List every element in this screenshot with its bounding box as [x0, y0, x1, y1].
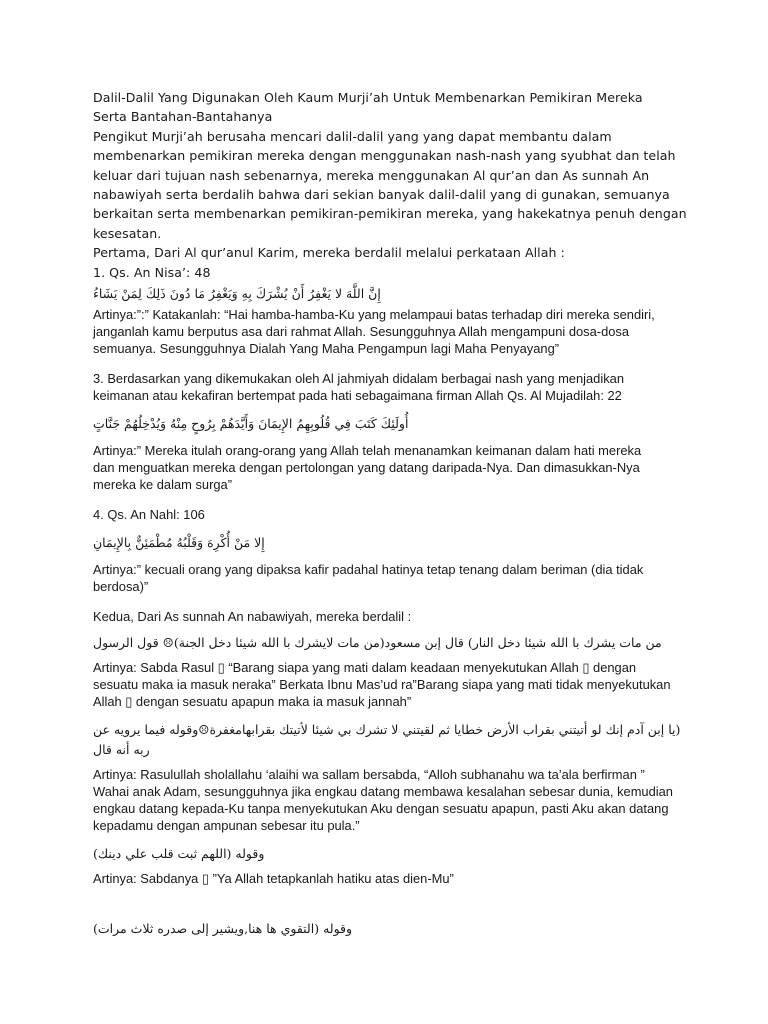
item3-line: 3. Berdasarkan yang dikemukakan oleh Al jahmiyah didalam berbagai nash yang menjadikan — [93, 371, 624, 387]
translation-line: Artinya:”:” Katakanlah: “Hai hamba-hamba-Ku yang melampaui batas terhadap diri mereka sendiri, — [93, 307, 655, 323]
translation-line: Wahai anak Adam, sesungguhnya jika engkau datang membawa kesalahan sebesar dunia, kemudian — [93, 784, 673, 800]
hadith3-translation: Artinya: Sabdanya ▯ ”Ya Allah tetapkanlah hatiku atas dien-Mu” — [93, 871, 454, 887]
document-title-line1: Dalil-Dalil Yang Digunakan Oleh Kaum Murji’ah Untuk Membenarkan Pemikiran Mereka — [93, 90, 643, 105]
hadith3-arabic: وقوله (اللهم ثبت قلب علي دينك) — [93, 846, 265, 862]
item1-arabic: إِنَّ اللَّهَ لا يَغْفِرُ أَنْ يُشْرَكَ بِهِ وَيَغْفِرُ مَا دُونَ ذَلِكَ لِمَنْ يَشَاءُ — [93, 286, 381, 302]
item3-arabic: أُولَئِكَ كَتَبَ فِي قُلُوبِهِمُ الإِيمَانَ وَأَيَّدَهُمْ بِرُوحٍ مِنْهُ وَيُدْخِلُهُمْ جَنَّاتٍ — [93, 416, 409, 432]
document-title-line2: Serta Bantahan-Bantahanya — [93, 109, 273, 125]
intro-line: kesesatan. — [93, 225, 162, 241]
translation-line: sesuatu maka ia masuk neraka” Berkata Ibnu Mas’ud ra”Barang siapa yang mati tidak menyekutukan — [93, 677, 671, 693]
second-heading: Kedua, Dari As sunnah An nabawiyah, mereka berdalil : — [93, 609, 412, 625]
translation-line: mereka ke dalam surga” — [93, 477, 232, 493]
translation-line: berdosa)” — [93, 579, 149, 595]
item1-title: 1. Qs. An Nisa’: 48 — [93, 264, 211, 280]
hadith1-arabic: من مات يشرك با الله شيئا دخل النار) قال إبن مسعود(من مات لايشرك با الله شيئا دخل الجنة)☹ قول الرسول — [93, 635, 662, 651]
hadith2-arabic: (يا إبن آدم إنك لو أتيتني بقراب الأرض خطايا ثم لقيتني لا تشرك بي شيئا لأتيتك بقرابهامغفرة☹وقوله فيما يرويه عن ربه أنه قال — [93, 722, 681, 758]
hadith4-arabic: وقوله (التقوي ها هنا,ويشير إلى صدره ثلاث مرات) — [93, 921, 353, 937]
intro-line: nabawiyah serta berdalih bahwa dari sekian banyak dalil-dalil yang di gunakan, semuanya — [93, 187, 670, 203]
translation-line: dan menguatkan mereka dengan pertolongan yang datang daripada-Nya. Dan dimasukkan-Nya — [93, 460, 640, 476]
item4-arabic: إِلا مَنْ أُكْرِهَ وَقَلْبُهُ مُطْمَئِنٌّ بِالإِيمَانِ — [93, 535, 265, 551]
item3-text — [93, 370, 693, 404]
item1-translation — [93, 306, 693, 357]
translation-line: Allah ▯ dengan sesuatu apapun maka ia masuk jannah” — [93, 694, 412, 710]
translation-line: Artinya:” Mereka itulah orang-orang yang Allah telah menanamkan keimanan dalam hati mereka — [93, 443, 642, 459]
translation-line: kepadamu dengan ampunan sebesar itu pula.” — [93, 818, 360, 834]
translation-line: janganlah kamu berputus asa dari rahmat Allah. Sesungguhnya Allah mengampuni dosa-dosa — [93, 324, 630, 340]
intro-line: membenarkan pemikiran mereka dengan menggunakan nash-nash yang syubhat dan telah — [93, 148, 676, 164]
item4-title: 4. Qs. An Nahl: 106 — [93, 507, 205, 523]
intro-line: Pengikut Murji’ah berusaha mencari dalil-dalil yang yang dapat membantu dalam — [93, 128, 612, 144]
hadith2-translation — [93, 766, 693, 834]
first-heading: Pertama, Dari Al qur’anul Karim, mereka berdalil melalui perkataan Allah : — [93, 245, 565, 261]
translation-line: semuanya. Sesungguhnya Dialah Yang Maha Pengampun lagi Maha Penyayang” — [93, 341, 560, 357]
translation-line: Artinya: Rasulullah sholallahu ‘alaihi wa sallam bersabda, “Alloh subhanahu wa ta’ala berfirman ” — [93, 767, 645, 783]
item3-line: keimanan atau kekafiran bertempat pada hati sebagaimana firman Allah Qs. Al Mujadilah: 22 — [93, 388, 622, 404]
intro-line: berkaitan serta membenarkan pemikiran-pemikiran mereka, yang hakekatnya penuh dengan — [93, 206, 687, 222]
hadith1-translation — [93, 659, 693, 710]
document-page — [93, 88, 693, 939]
translation-line: engkau datang kepada-Ku tanpa menyekutukan Aku dengan sesuatu apapun, pasti Aku akan datang — [93, 801, 669, 817]
item3-translation — [93, 442, 693, 493]
intro-line: keluar dari tujuan nash sebenarnya, mereka menggunakan Al qur’an dan As sunnah An — [93, 167, 650, 183]
translation-line: Artinya: Sabda Rasul ▯ “Barang siapa yang mati dalam keadaan menyekutukan Allah ▯ dengan — [93, 660, 637, 676]
item4-translation — [93, 561, 693, 595]
translation-line: Artinya:” kecuali orang yang dipaksa kafir padahal hatinya tetap tenang dalam beriman (dia tidak — [93, 562, 644, 578]
